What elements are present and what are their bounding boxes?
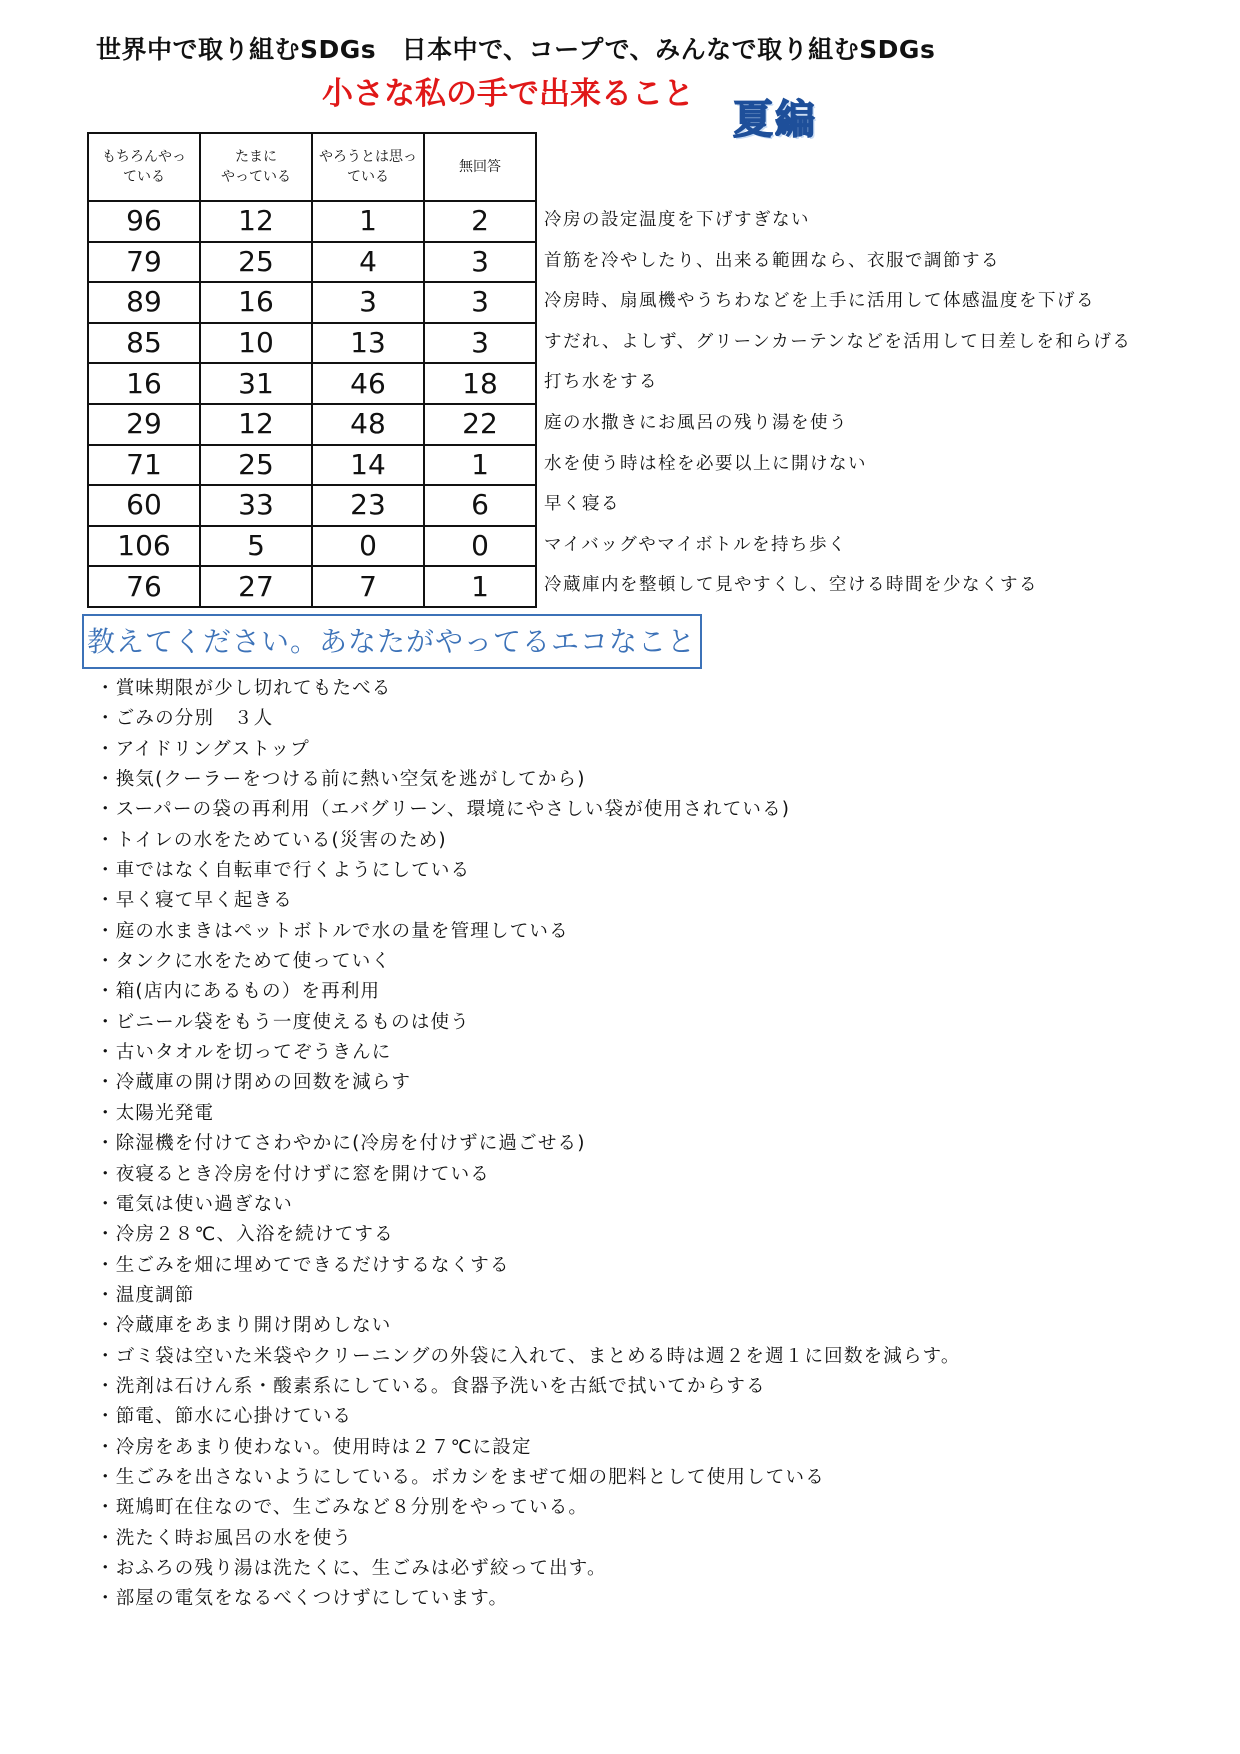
count-cell: 48 bbox=[312, 404, 424, 445]
count-cell: 1 bbox=[424, 445, 536, 486]
list-item: ・斑鳩町在住なので、生ごみなど８分別をやっている。 bbox=[96, 1497, 589, 1519]
count-cell: 0 bbox=[424, 526, 536, 567]
column-header-intend: やろうとは思っ ている bbox=[312, 133, 424, 201]
count-cell: 7 bbox=[312, 566, 424, 607]
table-row bbox=[88, 566, 536, 607]
survey-statement: 庭の水撒きにお風呂の残り湯を使う bbox=[544, 412, 848, 433]
season-badge: 夏編 bbox=[733, 97, 817, 143]
list-item: ・おふろの残り湯は洗たくに、生ごみは必ず絞って出す。 bbox=[96, 1557, 607, 1579]
list-item: ・温度調節 bbox=[96, 1284, 195, 1306]
page-title: 世界中で取り組むSDGs 日本中で、コープで、みんなで取り組むSDGs bbox=[96, 35, 936, 64]
list-item: ・夜寝るとき冷房を付けずに窓を開けている bbox=[96, 1163, 491, 1185]
count-cell: 25 bbox=[200, 242, 312, 283]
list-item: ・タンクに水をためて使っていく bbox=[96, 951, 392, 973]
list-item: ・部屋の電気をなるべくつけずにしています。 bbox=[96, 1588, 509, 1610]
count-cell: 16 bbox=[88, 363, 200, 404]
list-item: ・早く寝て早く起きる bbox=[96, 890, 294, 912]
count-cell: 96 bbox=[88, 201, 200, 242]
list-item: ・トイレの水をためている(災害のため) bbox=[96, 829, 447, 851]
survey-statements bbox=[544, 201, 1131, 607]
survey-statement: すだれ、よしず、グリーンカーテンなどを活用して日差しを和らげる bbox=[544, 331, 1132, 352]
count-cell: 85 bbox=[88, 323, 200, 364]
survey-statement: 打ち水をする bbox=[544, 372, 658, 393]
count-cell: 79 bbox=[88, 242, 200, 283]
list-item: ・古いタオルを切ってぞうきんに bbox=[96, 1042, 392, 1064]
count-cell: 5 bbox=[200, 526, 312, 567]
count-cell: 13 bbox=[312, 323, 424, 364]
list-item: ・洗たく時お風呂の水を使う bbox=[96, 1527, 353, 1549]
list-item: ・冷房２８℃、入浴を続けてする bbox=[96, 1224, 394, 1246]
list-item: ・ビニール袋をもう一度使えるものは使う bbox=[96, 1011, 470, 1033]
list-item: ・ごみの分別 ３人 bbox=[96, 708, 274, 730]
table-row bbox=[88, 445, 536, 486]
survey-statement: 首筋を冷やしたり、出来る範囲なら、衣服で調節する bbox=[544, 250, 1000, 271]
count-cell: 1 bbox=[312, 201, 424, 242]
list-item: ・太陽光発電 bbox=[96, 1102, 215, 1124]
count-cell: 12 bbox=[200, 404, 312, 445]
survey-body bbox=[88, 201, 536, 607]
table-row bbox=[88, 363, 536, 404]
count-cell: 31 bbox=[200, 363, 312, 404]
list-item: ・洗剤は石けん系・酸素系にしている。食器予洗いを古紙で拭いてからする bbox=[96, 1375, 766, 1397]
table-row bbox=[88, 485, 536, 526]
count-cell: 0 bbox=[312, 526, 424, 567]
survey-statement: 水を使う時は栓を必要以上に開けない bbox=[544, 453, 867, 474]
eco-answer-list bbox=[96, 674, 961, 1615]
list-item: ・箱(店内にあるもの）を再利用 bbox=[96, 981, 381, 1003]
list-item: ・冷房をあまり使わない。使用時は２７℃に設定 bbox=[96, 1436, 532, 1458]
count-cell: 46 bbox=[312, 363, 424, 404]
count-cell: 3 bbox=[424, 282, 536, 323]
count-cell: 12 bbox=[200, 201, 312, 242]
table-row bbox=[88, 201, 536, 242]
count-cell: 23 bbox=[312, 485, 424, 526]
eco-question-box: 教えてください。あなたがやってるエコなこと bbox=[82, 614, 702, 669]
count-cell: 4 bbox=[312, 242, 424, 283]
count-cell: 14 bbox=[312, 445, 424, 486]
survey-statement: 冷蔵庫内を整頓して見やすくし、空ける時間を少なくする bbox=[544, 575, 1038, 596]
list-item: ・電気は使い過ぎない bbox=[96, 1193, 294, 1215]
table-row bbox=[88, 526, 536, 567]
survey-statement: 早く寝る bbox=[544, 494, 620, 515]
count-cell: 29 bbox=[88, 404, 200, 445]
list-item: ・除湿機を付けてさわやかに(冷房を付けずに過ごせる) bbox=[96, 1133, 586, 1155]
table-row bbox=[88, 282, 536, 323]
count-cell: 71 bbox=[88, 445, 200, 486]
survey-table bbox=[87, 132, 537, 608]
column-header-no-answer: 無回答 bbox=[424, 133, 536, 201]
count-cell: 25 bbox=[200, 445, 312, 486]
count-cell: 89 bbox=[88, 282, 200, 323]
list-item: ・スーパーの袋の再利用（エバグリーン、環境にやさしい袋が使用されている) bbox=[96, 799, 791, 821]
count-cell: 106 bbox=[88, 526, 200, 567]
count-cell: 76 bbox=[88, 566, 200, 607]
count-cell: 1 bbox=[424, 566, 536, 607]
count-cell: 60 bbox=[88, 485, 200, 526]
count-cell: 16 bbox=[200, 282, 312, 323]
count-cell: 33 bbox=[200, 485, 312, 526]
list-item: ・ゴミ袋は空いた米袋やクリーニングの外袋に入れて、まとめる時は週２を週１に回数を減らす。 bbox=[96, 1345, 961, 1367]
survey-statement: マイバッグやマイボトルを持ち歩く bbox=[544, 534, 847, 555]
count-cell: 22 bbox=[424, 404, 536, 445]
count-cell: 10 bbox=[200, 323, 312, 364]
count-cell: 27 bbox=[200, 566, 312, 607]
count-cell: 3 bbox=[424, 242, 536, 283]
list-item: ・生ごみを畑に埋めてできるだけするなくする bbox=[96, 1254, 510, 1276]
list-item: ・節電、節水に心掛けている bbox=[96, 1406, 353, 1428]
count-cell: 18 bbox=[424, 363, 536, 404]
count-cell: 6 bbox=[424, 485, 536, 526]
column-header-always: もちろんやっ ている bbox=[88, 133, 200, 201]
count-cell: 2 bbox=[424, 201, 536, 242]
survey-statement: 冷房の設定温度を下げすぎない bbox=[544, 210, 810, 230]
list-item: ・アイドリングストップ bbox=[96, 738, 310, 760]
table-row bbox=[88, 404, 536, 445]
list-item: ・車ではなく自転車で行くようにしている bbox=[96, 860, 471, 882]
column-header-sometimes: たまに やっている bbox=[200, 133, 312, 201]
table-row bbox=[88, 323, 536, 364]
survey-header-row bbox=[88, 133, 536, 201]
page-subtitle: 小さな私の手で出来ること bbox=[322, 76, 694, 112]
count-cell: 3 bbox=[424, 323, 536, 364]
list-item: ・生ごみを出さないようにしている。ボカシをまぜて畑の肥料として使用している bbox=[96, 1466, 825, 1488]
list-item: ・換気(クーラーをつける前に熱い空気を逃がしてから) bbox=[96, 769, 586, 791]
list-item: ・賞味期限が少し切れてもたべる bbox=[96, 678, 392, 699]
count-cell: 3 bbox=[312, 282, 424, 323]
list-item: ・冷蔵庫の開け閉めの回数を減らす bbox=[96, 1072, 412, 1094]
list-item: ・庭の水まきはペットボトルで水の量を管理している bbox=[96, 920, 569, 942]
table-row bbox=[88, 242, 536, 283]
survey-statement: 冷房時、扇風機やうちわなどを上手に活用して体感温度を下げる bbox=[544, 291, 1095, 312]
list-item: ・冷蔵庫をあまり開け閉めしない bbox=[96, 1315, 392, 1337]
